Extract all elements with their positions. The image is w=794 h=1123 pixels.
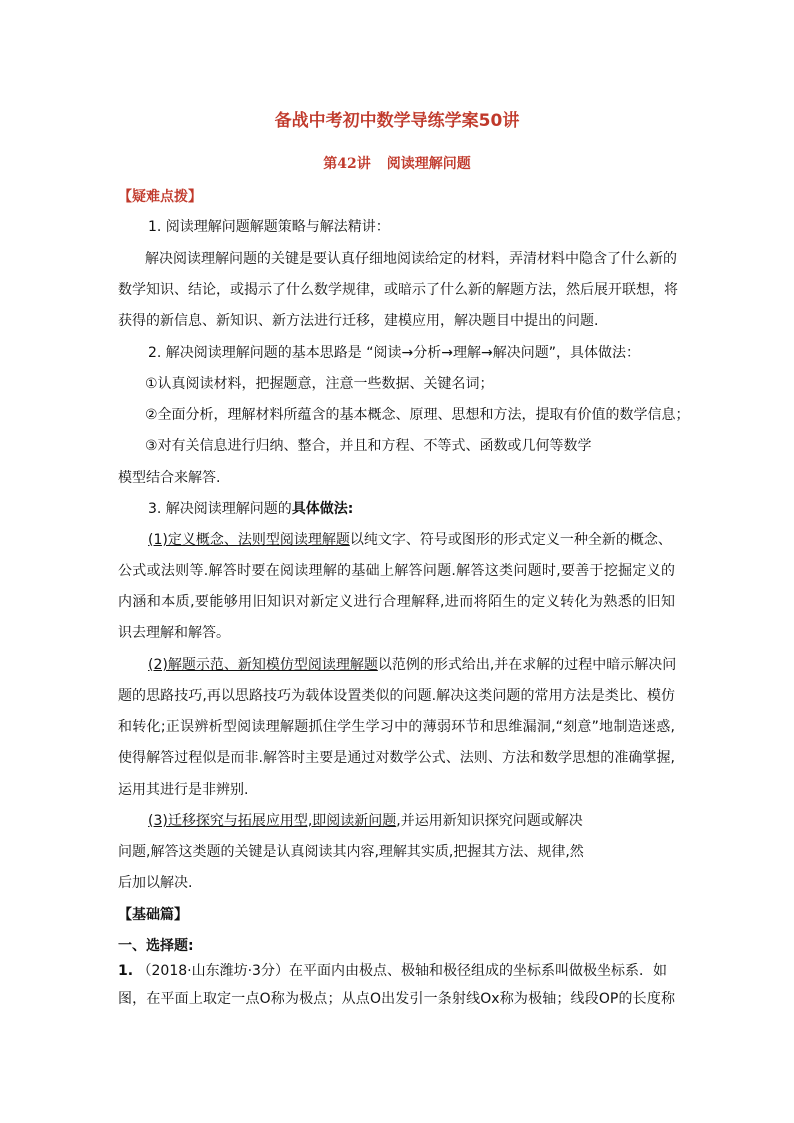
method2-label: (2)解题示范、新知模仿型阅读理解题 <box>148 657 378 673</box>
method2-text: 以范例的形式给出,并在求解的过程中暗示解决问 <box>377 657 677 673</box>
point1-line: 数学知识、结论，或揭示了什么数学规律，或暗示了什么新的解题方法，然后展开联想，将 <box>118 282 678 298</box>
point3-title-plain: 3. 解决阅读理解问题的 <box>148 501 292 517</box>
method1-text: 以纯文字、符号或图形的形式定义一种全新的概念、 <box>349 532 672 548</box>
point1-line: 解决阅读理解问题的关键是要认真仔细地阅读给定的材料，弄清材料中隐含了什么新的 <box>145 251 677 267</box>
point3-title <box>148 499 353 519</box>
method1-line: 内涵和本质,要能够用旧知识对新定义进行合理解释,进而将陌生的定义转化为熟悉的旧知 <box>118 594 675 610</box>
method1-line <box>148 530 672 550</box>
method2-line <box>148 655 676 675</box>
method1-label: (1)定义概念、法则型阅读理解题 <box>148 532 350 548</box>
method2-line: 题的思路技巧,再以思路技巧为载体设置类似的问题.解决这类问题的常用方法是类比、模仿 <box>118 688 675 704</box>
method2-line: 使得解答过程似是而非.解答时主要是通过对数学公式、法则、方法和数学思想的准确掌握, <box>118 750 675 766</box>
method3-line: 问题,解答这类题的关键是认真阅读其内容,理解其实质,把握其方法、规律,然 <box>118 844 584 860</box>
lecture-title: 阅读理解问题 <box>386 156 471 172</box>
lecture-number: 第42讲 <box>323 156 371 172</box>
point1-line: 获得的新信息、新知识、新方法进行迁移，建模应用，解决题目中提出的问题. <box>118 313 599 329</box>
point2-item: ②全面分析，理解材料所蕴含的基本概念、原理、思想和方法，提取有价值的数学信息； <box>145 407 690 423</box>
subsection-choice: 一、选择题: <box>118 938 194 954</box>
point2-item: ①认真阅读材料，把握题意，注意一些数据、关键名词； <box>145 376 494 392</box>
section-heading-tips: 【疑难点拨】 <box>118 189 202 205</box>
point1-title: 1. 阅读理解问题解题策略与解法精讲： <box>148 219 390 235</box>
method3-text: ,并运用新知识探究问题或解决 <box>396 813 583 829</box>
point3-title-bold: 具体做法: <box>291 501 354 517</box>
method3-label: (3)迁移探究与拓展应用型,即阅读新问题 <box>148 813 397 829</box>
method1-line: 识去理解和解答。 <box>118 625 230 641</box>
section-heading-basic: 【基础篇】 <box>118 907 188 923</box>
page-title: 备战中考初中数学导练学案50讲 <box>274 111 520 131</box>
method2-line: 和转化;正误辨析型阅读理解题抓住学生学习中的薄弱环节和思维漏洞,“刻意”地制造迷惑, <box>118 719 675 735</box>
method2-line: 运用其进行是非辨别. <box>118 782 249 798</box>
lecture-subtitle <box>0 153 794 173</box>
question-number: 1. <box>118 963 134 979</box>
method3-line: 后加以解决. <box>118 875 193 891</box>
point2-title: 2. 解决阅读理解问题的基本思路是 “阅读→分析→理解→解决问题”，具体做法： <box>148 345 640 361</box>
method3-line <box>148 811 583 831</box>
question-1-text: （2018·山东潍坊·3分）在平面内由极点、极轴和极径组成的坐标系叫做极坐标系．如 <box>137 963 667 979</box>
question-1-line: 图，在平面上取定一点O称为极点；从点O出发引一条射线Ox称为极轴；线段OP的长度称 <box>118 991 675 1007</box>
point2-item: ③对有关信息进行归纳、整合，并且和方程、不等式、函数或几何等数学 <box>145 438 592 454</box>
question-1-line <box>118 961 667 981</box>
point2-item: 模型结合来解答. <box>118 470 221 486</box>
method1-line: 公式或法则等.解答时要在阅读理解的基础上解答问题.解答这类问题时,要善于挖掘定义的 <box>118 563 675 579</box>
